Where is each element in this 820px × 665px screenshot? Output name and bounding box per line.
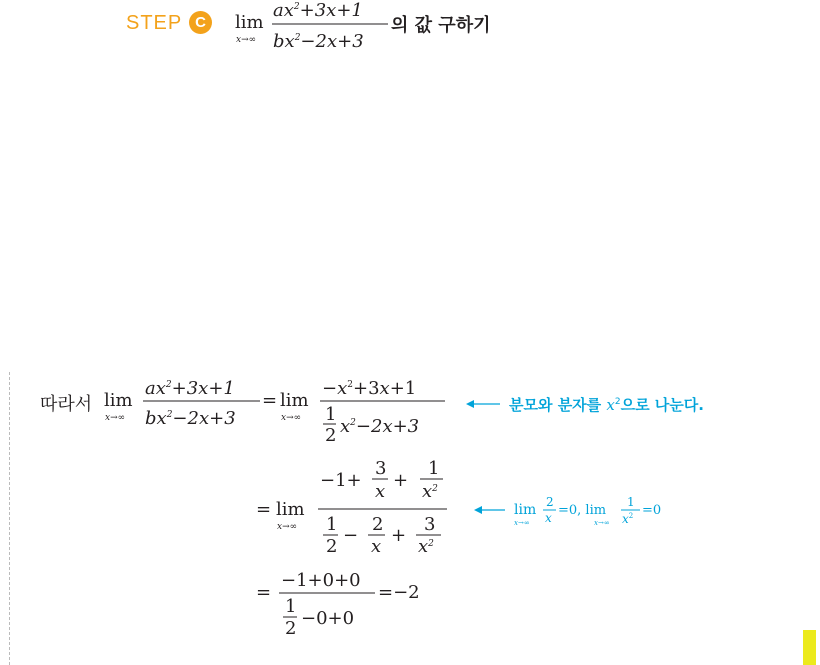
svg-text:x2: $x^2$ <box>622 512 634 526</box>
svg-text:1: 1 <box>627 495 635 509</box>
line1-equals: = <box>262 390 278 411</box>
note1-text: 분모와 분자를 $x^2$으로 나눈다. <box>509 396 704 414</box>
line2-lim: lim <box>276 499 305 520</box>
svg-text:1: 1 <box>285 596 297 617</box>
step-label: STEP <box>126 12 183 34</box>
line1-half-num: 1 <box>325 404 337 425</box>
solution-line-2 <box>256 458 447 557</box>
line3-equals: = <box>256 582 272 603</box>
svg-text:+: + <box>391 525 407 546</box>
line2-equals: = <box>256 499 272 520</box>
svg-text:1: 1 <box>428 458 440 479</box>
line2-num-minus1: −1+ <box>320 470 362 491</box>
line1-lhs-denominator: $bx^2-2x+3$ <box>145 408 236 429</box>
step-title-suffix: 의 값 구하기 <box>391 15 491 36</box>
svg-text:2: 2 <box>546 495 554 509</box>
line1-half-den: 2 <box>325 425 337 446</box>
svg-text:=0: =0 <box>642 503 662 518</box>
svg-text:x→∞: x→∞ <box>514 519 530 527</box>
svg-text:x: x <box>371 536 382 557</box>
svg-text:x→∞: x→∞ <box>594 519 610 527</box>
line1-lim-2: lim <box>280 390 309 411</box>
svg-text:3: 3 <box>375 458 387 479</box>
line3-numerator: −1+0+0 <box>281 570 361 591</box>
svg-text:2: 2 <box>372 514 384 535</box>
svg-text:=0, lim: =0, lim <box>558 503 607 518</box>
svg-text:x: x <box>375 481 386 502</box>
header-denominator: $bx^2-2x+3$ <box>273 31 364 52</box>
line2-lim-sub: x→∞ <box>277 522 298 532</box>
line1-lim-sub: x→∞ <box>105 413 126 423</box>
svg-text:x2: $x^2$ <box>422 481 438 502</box>
header-lim-sub: x→∞ <box>236 35 257 45</box>
line1-lim: lim <box>104 390 133 411</box>
header-lim: lim <box>235 12 264 33</box>
svg-text:2: 2 <box>285 618 297 639</box>
solution-lead-text: 따라서 <box>40 394 93 415</box>
svg-text:lim: lim <box>514 502 537 518</box>
svg-text:x: x <box>545 511 552 525</box>
svg-text:2: 2 <box>326 536 338 557</box>
svg-text:−: − <box>343 525 359 546</box>
line1-rhs-numerator: $-x^2+3x+1$ <box>322 378 417 399</box>
svg-text:3: 3 <box>424 514 436 535</box>
solution-line-3 <box>256 570 420 639</box>
note2-formula <box>514 495 661 527</box>
svg-text:1: 1 <box>326 514 338 535</box>
step-badge: C <box>189 11 212 34</box>
svg-text:x2: $x^2$ <box>418 536 434 557</box>
solution-line-1 <box>104 378 445 446</box>
line3-result: =−2 <box>378 582 420 603</box>
line1-rhs-denominator-rest: $x^2-2x+3$ <box>340 416 420 437</box>
note1-arrowhead <box>466 400 474 408</box>
note2-arrowhead <box>474 506 482 514</box>
line1-lim-2-sub: x→∞ <box>281 413 302 423</box>
line1-lhs-numerator: $ax^2+3x+1$ <box>145 378 235 399</box>
line3-denominator-rest: −0+0 <box>301 608 355 629</box>
svg-text:+: + <box>393 470 409 491</box>
header-formula <box>235 0 388 52</box>
header-numerator: $ax^2+3x+1$ <box>273 0 363 21</box>
